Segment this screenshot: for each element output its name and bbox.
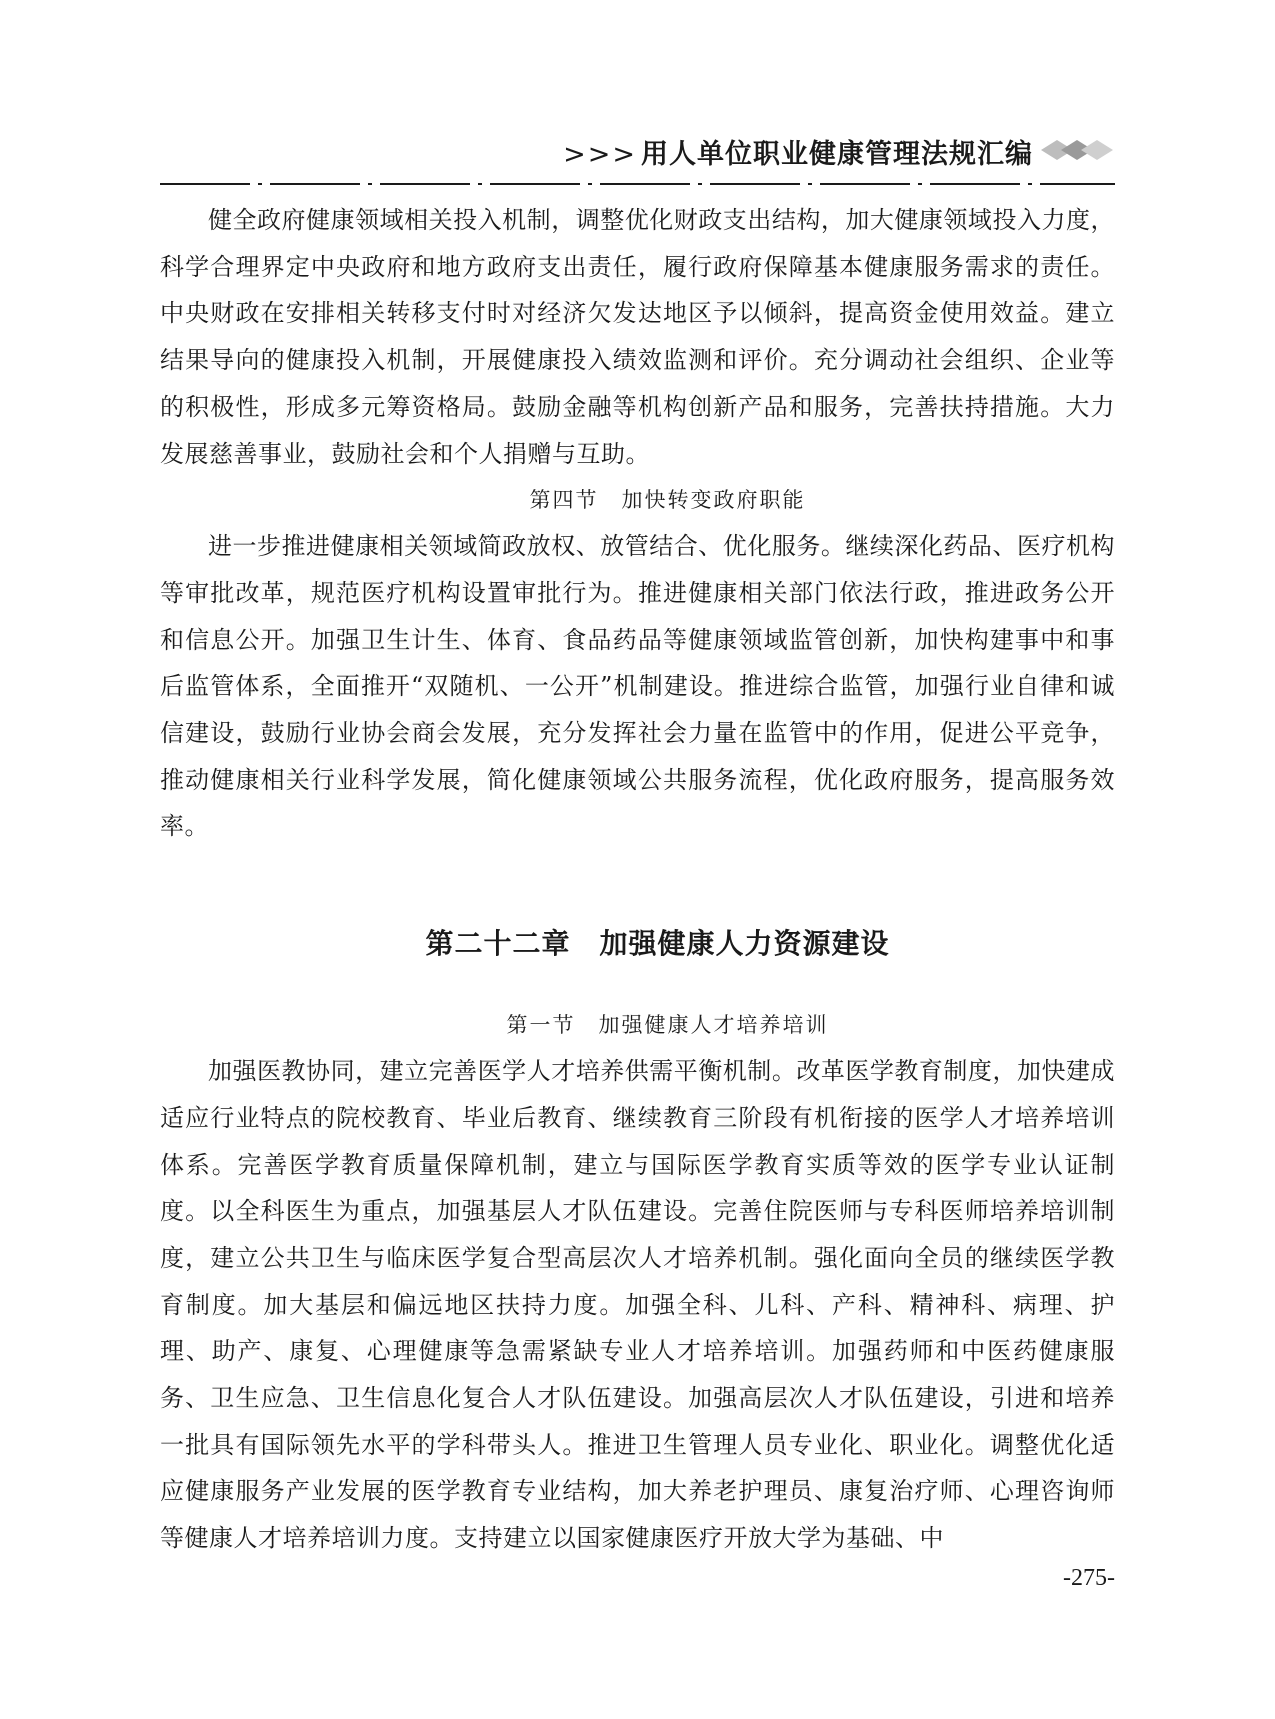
body-paragraph: 健全政府健康领域相关投入机制，调整优化财政支出结构，加大健康领域投入力度，科学合理界定中央政府和地方政府支出责任，履行政府保障基本健康服务需求的责任。中央财政在安排相关转移支付时对经济欠发达地区予以倾斜，提高资金使用效益。建立结果导向的健康投入机制，开展健康投入绩效监测和评价。充分调动社会组织、企业等的积极性，形成多元筹资格局。鼓励金融等机构创新产品和服务，完善扶持措施。大力发展慈善事业，鼓励社会和个人捐赠与互助。 <box>160 206 1115 468</box>
page-number: -275- <box>1063 1565 1115 1591</box>
chapter-title: 第二十二章 加强健康人力资源建设 <box>425 927 890 961</box>
page-body <box>160 197 1115 1562</box>
header-title-text: 用人单位职业健康管理法规汇编 <box>641 139 1033 170</box>
section-title: 第四节 加快转变政府职能 <box>529 488 806 513</box>
body-paragraph: 进一步推进健康相关领域简政放权、放管结合、优化服务。继续深化药品、医疗机构等审批改革，规范医疗机构设置审批行为。推进健康相关部门依法行政，推进政务公开和信息公开。加强卫生计生、体育、食品药品等健康领域监管创新，加快构建事中和事后监管体系，全面推开“双随机、一公开”机制建设。推进综合监管，加强行业自律和诚信建设，鼓励行业协会商会发展，充分发挥社会力量在监管中的作用，促进公平竞争，推动健康相关行业科学发展，简化健康领域公共服务流程，优化政府服务，提高服务效率。 <box>160 532 1115 841</box>
book-title <box>563 132 1033 171</box>
header-arrows: >>> <box>563 139 637 170</box>
header-rule <box>160 180 1115 188</box>
section-title: 第一节 加强健康人才培养培训 <box>506 1013 829 1038</box>
running-header <box>160 128 1115 188</box>
diamond-ornament-icon <box>1039 138 1115 162</box>
body-paragraph: 加强医教协同，建立完善医学人才培养供需平衡机制。改革医学教育制度，加快建成适应行业特点的院校教育、毕业后教育、继续教育三阶段有机衔接的医学人才培养培训体系。完善医学教育质量保障机制，建立与国际医学教育实质等效的医学专业认证制度。以全科医生为重点，加强基层人才队伍建设。完善住院医师与专科医师培养培训制度，建立公共卫生与临床医学复合型高层次人才培养机制。强化面向全员的继续医学教育制度。加大基层和偏远地区扶持力度。加强全科、儿科、产科、精神科、病理、护理、助产、康复、心理健康等急需紧缺专业人才培养培训。加强药师和中医药健康服务、卫生应急、卫生信息化复合人才队伍建设。加强高层次人才队伍建设，引进和培养一批具有国际领先水平的学科带头人。推进卫生管理人员专业化、职业化。调整优化适应健康服务产业发展的医学教育专业结构，加大养老护理员、康复治疗师、心理咨询师等健康人才培养培训力度。支持建立以国家健康医疗开放大学为基础、中 <box>160 1057 1115 1553</box>
